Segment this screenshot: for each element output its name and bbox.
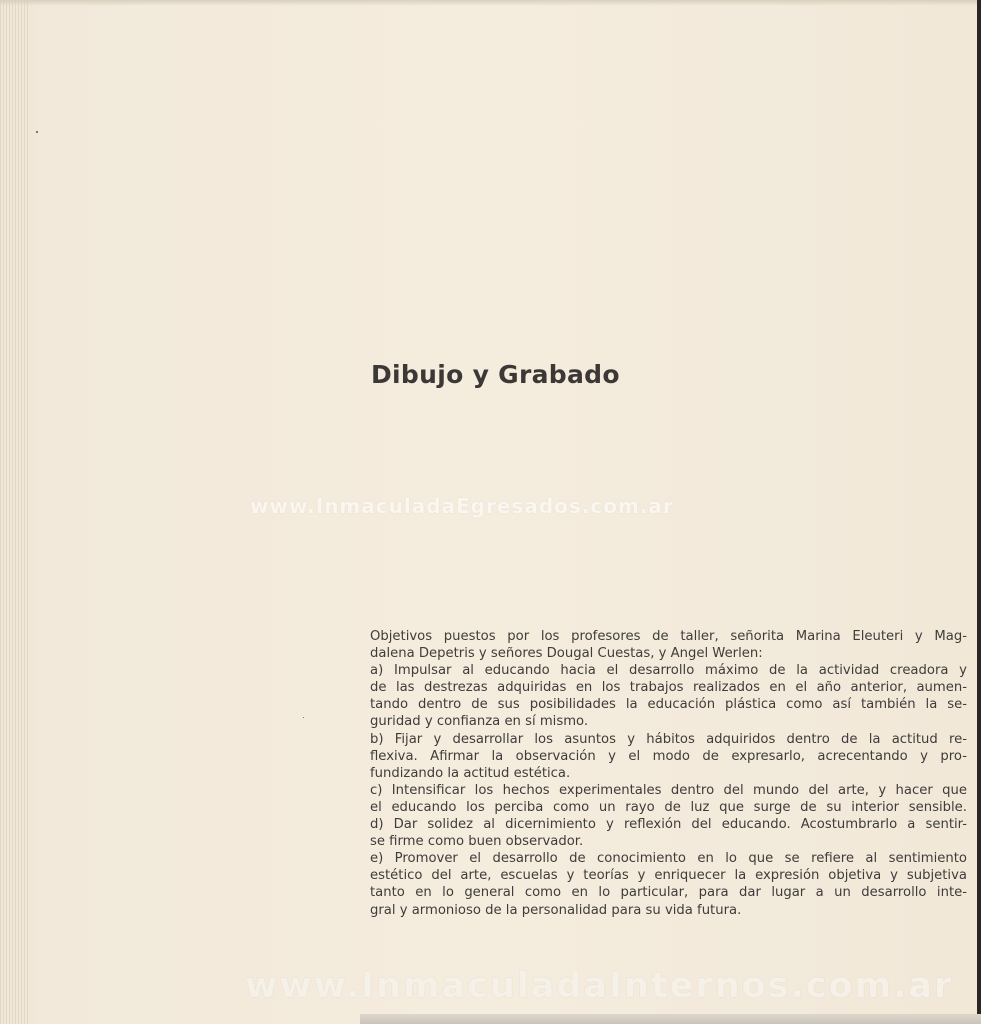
- body-line: el educando los perciba como un rayo de luz que surge de su interior sensible.: [370, 799, 967, 815]
- paper-speck: [36, 131, 38, 133]
- body-line: c) Intensificar los hechos experimentales dentro del mundo del arte, y hacer que: [370, 782, 967, 798]
- right-binding-edge: [977, 0, 981, 1024]
- paper-speck: [303, 717, 304, 718]
- body-line: gral y armonioso de la personalidad para su vida futura.: [370, 902, 742, 918]
- bottom-page-strip: [360, 1014, 981, 1024]
- watermark-bottom: www.InmaculadaInternos.com.ar: [245, 966, 954, 1006]
- body-line: estético del arte, escuelas y teorías y enriquecer la expresión objetiva y subjetiva: [370, 868, 967, 884]
- body-line: se firme como buen observador.: [370, 834, 584, 850]
- watermark-top: www.InmaculadaEgresados.com.ar: [250, 494, 674, 518]
- body-line: de las destrezas adquiridas en los trabajos realizados en el año anterior, aumen-: [370, 680, 967, 696]
- body-line: flexiva. Afirmar la observación y el modo de expresarlo, acrecentando y pro-: [370, 748, 967, 764]
- body-line: e) Promover el desarrollo de conocimiento en lo que se refiere al sentimiento: [370, 851, 967, 867]
- stacked-page-edges: [0, 0, 30, 1024]
- body-line: tanto en lo general como en lo particular, para dar lugar a un desarrollo inte-: [370, 885, 967, 901]
- body-line: fundizando la actitud estética.: [370, 765, 571, 781]
- page-title: Dibujo y Grabado: [371, 360, 620, 389]
- body-line: d) Dar solidez al dicernimiento y reflexión del educando. Acostumbrarlo a sentir-: [370, 817, 967, 833]
- body-text: [370, 628, 967, 919]
- body-line: a) Impulsar al educando hacia el desarrollo máximo de la actividad creadora y: [370, 663, 967, 679]
- body-line: guridad y confianza en sí mismo.: [370, 714, 589, 730]
- body-line: b) Fijar y desarrollar los asuntos y hábitos adquiridos dentro de la actitud re-: [370, 731, 967, 747]
- body-line: tando dentro de sus posibilidades la educación plástica como así también la se-: [370, 697, 967, 713]
- page-top-shadow: [0, 0, 981, 6]
- body-line: Objetivos puestos por los profesores de taller, señorita Marina Eleuteri y Mag-: [370, 629, 967, 644]
- body-line: dalena Depetris y señores Dougal Cuestas, y Angel Werlen:: [370, 646, 763, 662]
